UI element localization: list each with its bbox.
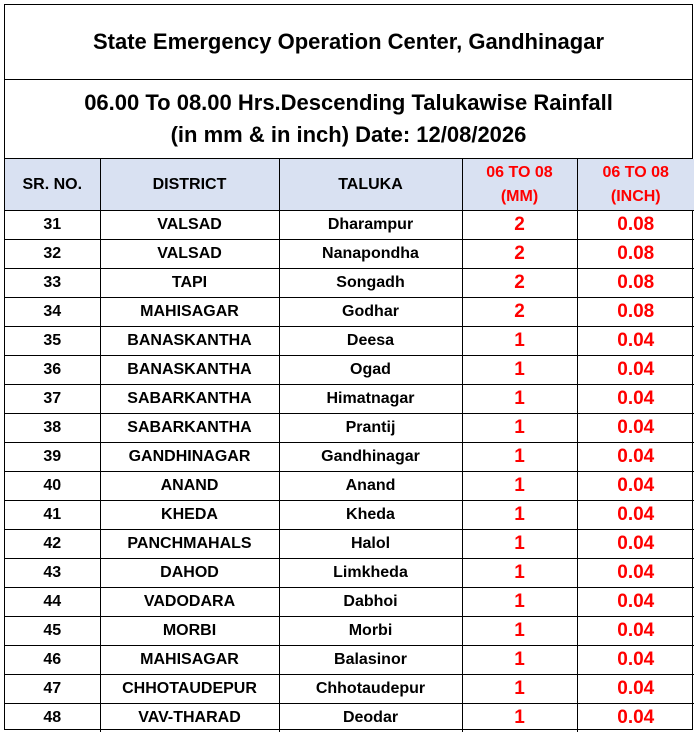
header-rainfall-inch [577,159,694,211]
cell-taluka: Gandhinagar [279,443,462,472]
cell-sr-no: 48 [5,704,100,733]
cell-rainfall-inch: 0.04 [577,414,694,443]
table-row [5,588,694,617]
cell-sr-no: 38 [5,414,100,443]
cell-rainfall-mm: 1 [462,472,577,501]
table-row [5,385,694,414]
rainfall-report-sheet [4,4,693,730]
cell-rainfall-mm: 1 [462,530,577,559]
cell-sr-no: 31 [5,211,100,240]
cell-sr-no: 33 [5,269,100,298]
cell-district: VALSAD [100,240,279,269]
cell-rainfall-inch: 0.04 [577,443,694,472]
cell-sr-no: 40 [5,472,100,501]
cell-rainfall-mm: 1 [462,385,577,414]
cell-rainfall-inch: 0.08 [577,298,694,327]
cell-taluka: Nanapondha [279,240,462,269]
cell-district: CHHOTAUDEPUR [100,675,279,704]
cell-district: SABARKANTHA [100,414,279,443]
header-sr-no: SR. NO. [5,159,100,211]
cell-district: MAHISAGAR [100,646,279,675]
table-row [5,646,694,675]
cell-rainfall-inch: 0.08 [577,269,694,298]
cell-taluka: Himatnagar [279,385,462,414]
cell-rainfall-inch: 0.04 [577,327,694,356]
header-rainfall-inch-line2: (INCH) [610,187,661,205]
cell-taluka: Anand [279,472,462,501]
table-row [5,443,694,472]
table-row [5,530,694,559]
table-row [5,675,694,704]
table-row [5,472,694,501]
cell-taluka: Kheda [279,501,462,530]
cell-rainfall-inch: 0.04 [577,704,694,733]
header-district: DISTRICT [100,159,279,211]
cell-rainfall-mm: 1 [462,443,577,472]
cell-rainfall-inch: 0.04 [577,646,694,675]
cell-taluka: Chhotaudepur [279,675,462,704]
cell-sr-no: 35 [5,327,100,356]
report-subtitle-line2: (in mm & in inch) Date: 12/08/2026 [170,122,527,147]
cell-rainfall-mm: 1 [462,559,577,588]
cell-rainfall-inch: 0.04 [577,588,694,617]
cell-rainfall-mm: 1 [462,675,577,704]
cell-sr-no: 36 [5,356,100,385]
cell-rainfall-inch: 0.08 [577,211,694,240]
cell-sr-no: 43 [5,559,100,588]
header-rainfall-mm [462,159,577,211]
cell-district: MORBI [100,617,279,646]
cell-sr-no: 37 [5,385,100,414]
cell-sr-no: 47 [5,675,100,704]
cell-rainfall-mm: 1 [462,414,577,443]
cell-taluka: Halol [279,530,462,559]
report-title-box [5,5,692,80]
table-row [5,559,694,588]
report-subtitle-line1: 06.00 To 08.00 Hrs.Descending Talukawise Rainfall [84,90,613,115]
table-row [5,211,694,240]
cell-taluka: Prantij [279,414,462,443]
cell-district: BANASKANTHA [100,356,279,385]
cell-rainfall-inch: 0.08 [577,240,694,269]
table-row [5,240,694,269]
cell-rainfall-mm: 2 [462,298,577,327]
table-row [5,704,694,733]
cell-sr-no: 45 [5,617,100,646]
cell-taluka: Ogad [279,356,462,385]
cell-rainfall-mm: 1 [462,617,577,646]
header-rainfall-mm-line1: 06 TO 08 [486,163,553,181]
table-row [5,414,694,443]
cell-taluka: Godhar [279,298,462,327]
cell-rainfall-mm: 1 [462,327,577,356]
table-body [5,211,694,733]
cell-district: PANCHMAHALS [100,530,279,559]
cell-rainfall-inch: 0.04 [577,617,694,646]
cell-rainfall-mm: 1 [462,356,577,385]
table-row [5,269,694,298]
cell-rainfall-inch: 0.04 [577,530,694,559]
cell-sr-no: 34 [5,298,100,327]
cell-sr-no: 32 [5,240,100,269]
cell-rainfall-mm: 1 [462,704,577,733]
header-row [5,159,694,211]
cell-taluka: Dabhoi [279,588,462,617]
cell-sr-no: 44 [5,588,100,617]
cell-rainfall-inch: 0.04 [577,501,694,530]
cell-rainfall-mm: 2 [462,211,577,240]
cell-district: SABARKANTHA [100,385,279,414]
table-row [5,327,694,356]
cell-sr-no: 46 [5,646,100,675]
cell-rainfall-inch: 0.04 [577,675,694,704]
report-title: State Emergency Operation Center, Gandhinagar [92,29,605,54]
header-rainfall-mm-line2: (MM) [500,187,539,205]
table-header [5,159,694,211]
cell-rainfall-inch: 0.04 [577,472,694,501]
cell-district: VADODARA [100,588,279,617]
rainfall-table [5,159,694,732]
cell-district: GANDHINAGAR [100,443,279,472]
cell-rainfall-inch: 0.04 [577,385,694,414]
table-row [5,501,694,530]
cell-taluka: Morbi [279,617,462,646]
cell-sr-no: 41 [5,501,100,530]
cell-district: VAV-THARAD [100,704,279,733]
cell-taluka: Deesa [279,327,462,356]
cell-rainfall-mm: 1 [462,588,577,617]
cell-district: TAPI [100,269,279,298]
cell-rainfall-inch: 0.04 [577,559,694,588]
cell-taluka: Deodar [279,704,462,733]
cell-district: KHEDA [100,501,279,530]
header-taluka: TALUKA [279,159,462,211]
cell-rainfall-mm: 1 [462,501,577,530]
cell-district: ANAND [100,472,279,501]
table-row [5,617,694,646]
cell-district: DAHOD [100,559,279,588]
cell-district: MAHISAGAR [100,298,279,327]
cell-rainfall-mm: 2 [462,240,577,269]
cell-district: VALSAD [100,211,279,240]
header-rainfall-inch-line1: 06 TO 08 [602,163,669,181]
cell-sr-no: 39 [5,443,100,472]
table-row [5,298,694,327]
cell-rainfall-inch: 0.04 [577,356,694,385]
cell-district: BANASKANTHA [100,327,279,356]
report-subtitle-box [5,80,692,159]
cell-sr-no: 42 [5,530,100,559]
cell-taluka: Dharampur [279,211,462,240]
cell-rainfall-mm: 1 [462,646,577,675]
cell-taluka: Songadh [279,269,462,298]
cell-taluka: Balasinor [279,646,462,675]
cell-rainfall-mm: 2 [462,269,577,298]
cell-taluka: Limkheda [279,559,462,588]
table-row [5,356,694,385]
